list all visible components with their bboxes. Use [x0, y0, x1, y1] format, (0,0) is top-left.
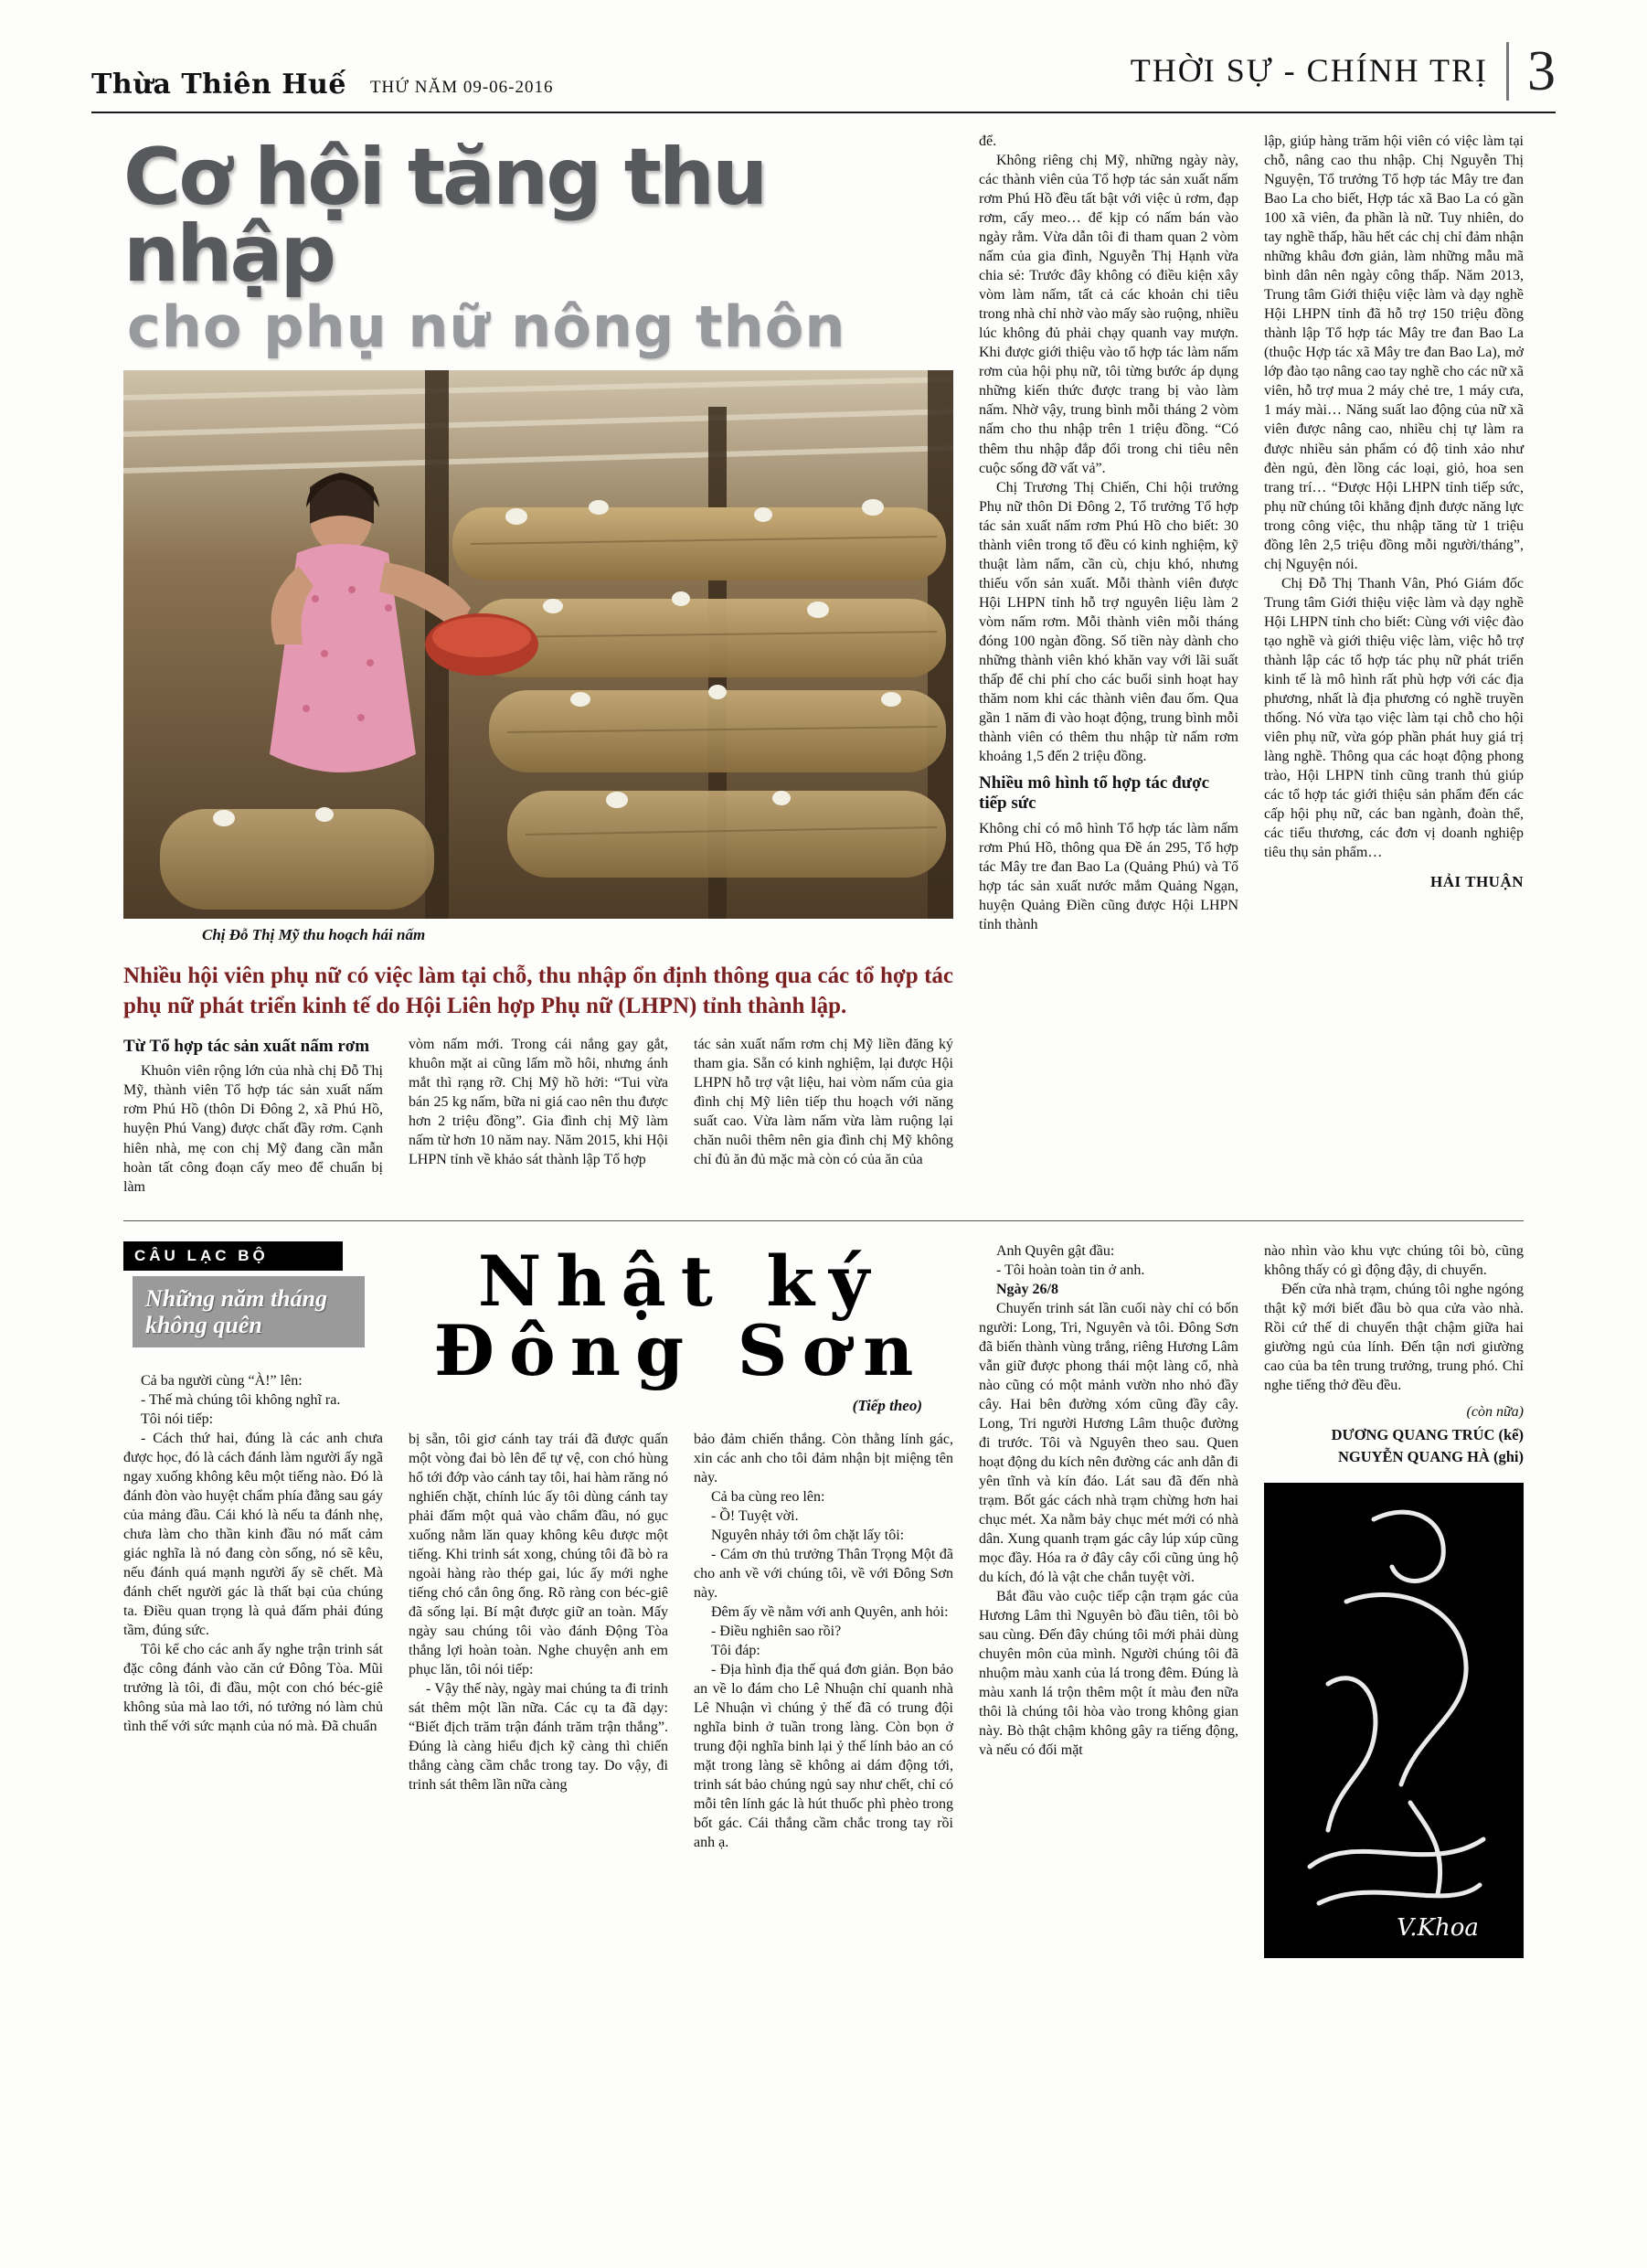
page-number-divider: [1506, 42, 1509, 101]
author-byline: HẢI THUẬN: [1430, 873, 1524, 891]
issue-date: THỨ NĂM 09-06-2016: [369, 78, 554, 97]
main-col-2-text: [409, 1035, 668, 1169]
paragraph: - Thế mà chúng tôi không nghĩ ra.: [141, 1391, 341, 1408]
page-header: [0, 0, 1647, 108]
article-photo-image: [123, 370, 953, 919]
to-be-continued: (còn nữa): [1466, 1403, 1524, 1420]
paragraph: Khuôn viên rộng lớn của nhà chị Đỗ Thị Mỹ, thành viên Tổ hợp tác sản xuất nấm rơm Phú Hồ (thôn Di Đông 2, xã Phú Hồ, huyện Phú Vang) được chất đầy rơm. Cạnh hiên nhà, mẹ con chị Mỹ đang cần mẫn hoàn tất công đoạn cấy meo để chuẩn bị làm: [123, 1063, 383, 1195]
article-photo: [123, 370, 953, 944]
paragraph: tác sản xuất nấm rơm chị Mỹ liền đăng ký tham gia. Sẵn có kinh nghiệm, lại được Hội LHPN hỗ trợ vật liệu, hai vòm nấm của gia đình chị Mỹ liên tiếp thu hoạch với năng suất cao. Vừa làm nấm vừa làm ruộng lại chăn nuôi thêm nên gia đình chị Mỹ không chỉ đủ ăn đủ mặc mà còn có của ăn của: [694, 1036, 953, 1167]
continued-note: (Tiếp theo): [852, 1396, 922, 1414]
paragraph: Chị Trương Thị Chiến, Chi hội trưởng Phụ nữ thôn Di Đông 2, Tổ trưởng Tổ hợp tác sản xuất nấm rơm Phú Hồ cho biết: 30 thành viên trong tổ đều có kinh nghiệm, kỹ thuật làm nấm, cần cù, chịu khó, nhưng thiếu vốn sản xuất. Mỗi thành viên được Hội LHPN tỉnh hỗ trợ nguyên liệu làm 2 vòm nấm rơm. Mỗi thành viên mỗi tháng đóng 100 ngàn đồng. Số tiền này dành cho những thành viên khó khăn vay với lãi suất thấp để chi phí cho các buổi sinh hoạt hay thăm nom khi các thành viên đau ốm. Qua gần 1 năm đi vào hoạt động, trung bình mỗi thành viên có thêm thu nhập từ nấm rơm khoảng 1,5 đến 2 triệu đồng.: [979, 479, 1238, 764]
paragraph: bảo đảm chiến thắng. Còn thằng lính gác, xin các anh cho tôi đảm nhận bịt miệng tên này.: [694, 1431, 953, 1485]
club-middle-columns: [409, 1430, 953, 1853]
paragraph: Nguyên nhảy tới ôm chặt lấy tôi:: [711, 1527, 905, 1543]
club-col-2-text: [409, 1430, 668, 1795]
paragraph: - Vậy thế này, ngày mai chúng ta đi trinh sát thêm một lần nữa. Các cụ ta đã dạy: “Biết địch trăm trận đánh trăm trận thắng”. Đúng là càng hiểu địch kỹ càng thì chiến thắng càng cầm chắc trong tay. Do vậy, đi trinh sát thêm lần nữa càng: [409, 1681, 668, 1794]
paragraph: Cả ba người cùng “À!” lên:: [141, 1372, 303, 1389]
paragraph: nào nhìn vào khu vực chúng tôi bò, cũng không thấy có gì động đậy, di chuyển.: [1264, 1242, 1524, 1278]
paragraph: Đến cửa nhà trạm, chúng tôi nghe ngóng thật kỹ mới biết đầu bò qua cửa vào nhà. Rồi cứ thế di chuyển thật chậm giữa hai giường ngủ của lính. Đến tận nơi giường cao của ba tên trung trưởng, trung phó. Chỉ nghe tiếng thở đều đều.: [1264, 1281, 1524, 1393]
club-headline-line2: Đông Sơn: [433, 1309, 929, 1391]
club-col-3-text: [694, 1430, 953, 1853]
paragraph: Chuyến trinh sát lần cuối này chỉ có bốn người: Long, Tri, Nguyên và tôi. Đông Sơn đã biến thành vùng trắng, riêng Hương Lâm vẫn giữ được phong thái một làng cổ, nhà nào cũng có một mảnh vườn nho nhỏ đầy cây. Hai bên đường xóm cũng đầy cây. Long, Tri người Hương Lâm thuộc đường đi trước. Tôi và Nguyên theo sau. Quen hoạt động du kích nên đường các anh dẫn đi yên tĩnh và kín đáo. Lát sau đã đến nhà trạm. Bốt gác cách nhà trạm chừng hơn hai chục mét. Xa nằm bảy chục mét mới có nhà dân. Xung quanh trạm gác cây lúp xúp cũng mọc đầy. Hóa ra ở đây cây cối cũng ủng hộ du kích, đó là vật che chắn tuyệt vời.: [979, 1300, 1238, 1586]
paragraph: Anh Quyên gật đầu:: [996, 1242, 1115, 1259]
main-col-4-text-b: [979, 819, 1238, 934]
main-col-2: [409, 1035, 668, 1197]
main-article-columns: [123, 1035, 953, 1197]
main-col-1-text: [123, 1061, 383, 1196]
main-col-5-text: [1264, 132, 1524, 862]
photo-caption: Chị Đỗ Thị Mỹ thu hoạch hái nấm: [202, 925, 426, 943]
club-headline: [409, 1240, 953, 1391]
header-right: [1131, 42, 1556, 101]
club-col-5: [1264, 1241, 1524, 1958]
article-lead: Nhiều hội viên phụ nữ có việc làm tại chỗ, thu nhập ổn định thông qua các tổ hợp tác phụ nữ phát triển kinh tế do Hội Liên hợp Phụ nữ (LHPN) tỉnh thành lập.: [123, 963, 953, 1019]
club-middle-zone: [409, 1241, 953, 1958]
main-article: [0, 113, 1647, 1197]
main-col-3: [694, 1035, 953, 1197]
page-number: 3: [1527, 40, 1556, 102]
paragraph: Chị Đỗ Thị Thanh Vân, Phó Giám đốc Trung tâm Giới thiệu việc làm và dạy nghề Hội LHPN tỉnh cho biết: Cùng với việc đào tạo nghề và giới thiệu việc làm, việc hỗ trợ thành lập các tổ hợp tác phụ nữ phát triển kinh tế là mô hình rất phù hợp với các địa phương, nhất là địa phương có nghề truyền thống. Nó vừa tạo việc làm tại chỗ cho hội viên phụ nữ, vừa góp phần phát huy giá trị làng nghề. Thông qua các hoạt động phong trào, Hội LHPN tỉnh cũng tranh thủ giúp các tổ hợp tác giới thiệu sản phẩm đến các cấp hội phụ nữ, các ban ngành, đoàn thể, các tiểu thương, các đơn vị doanh nghiệp tiêu thụ sản phẩm…: [1264, 575, 1524, 861]
paragraph: Đêm ấy về nằm với anh Quyên, anh hỏi:: [711, 1603, 949, 1620]
main-subheadline: cho phụ nữ nông thôn: [127, 293, 846, 360]
paragraph: Tôi kể cho các anh ấy nghe trận trinh sát đặc công đánh vào căn cứ Đông Tòa. Mũi trưởng là tôi, đi đầu, một con chó béc-giê không sủa mà lao tới, nó tưởng nó làm chủ tình thế với sức mạnh của nó mà. Đã chuẩn: [123, 1642, 383, 1735]
paragraph: vòm nấm mới. Trong cái nắng gay gắt, khuôn mặt ai cũng lấm mồ hôi, nhưng ánh mắt thì rạng rỡ. Chị Mỹ hồ hởi: “Tui vừa bán 25 kg nấm, bữa ni giá cao nên thu được hơn 2 triệu đồng”. Gia đình chị Mỹ làm nấm từ hơn 10 năm nay. Năm 2015, khi Hội LHPN tỉnh về khảo sát thành lập Tổ hợp: [409, 1036, 668, 1167]
paragraph: Tôi nói tiếp:: [141, 1411, 214, 1427]
club-headline-line1: Nhật ký: [477, 1240, 885, 1322]
section-divider: [123, 1220, 1524, 1221]
paragraph: - Ồ! Tuyệt vời.: [711, 1507, 799, 1524]
diary-date-line: Ngày 26/8: [996, 1281, 1058, 1297]
main-col-4: [979, 132, 1238, 1197]
paragraph: bị sẵn, tôi giơ cánh tay trái đã được quấn một vòng đai bò lên để tự vệ, con chó hùng hổ tới đớp vào cánh tay tôi, hai hàm răng nó nghiến chặt, chính lúc ấy tôi dùng cánh tay phải đấm một quả vào chẩm đầu, nó gục xuống nằm lăn quay không kêu được một tiếng. Khi trinh sát xong, chúng tôi đã bò ra ngoài hàng rào thép gai, lúc ấy mới nghe tiếng chó cắn ông ổng. Rõ ràng con béc-giê đã sống lại. Bí mật được giữ an toàn. Mấy ngày sau chúng tôi vào đánh Động Tòa thắng lợi hoàn toàn. Nghe chuyện anh em phục lăn, tôi nói tiếp:: [409, 1431, 668, 1677]
club-col-1-text: [123, 1371, 383, 1737]
main-col-5: [1264, 132, 1524, 1197]
subhead-1: Từ Tổ hợp tác sản xuất nấm rơm: [123, 1036, 370, 1056]
main-col-4-text-a: [979, 132, 1238, 766]
paragraph: Bắt đầu vào cuộc tiếp cận trạm gác của Hương Lâm thì Nguyên bò đầu tiên, tôi bò sau cùng. Đến đây chúng tôi mới phải dùng chuyên môn của mình. Người chúng tôi đã nhuộm màu xanh của lá trong đêm. Đúng là màu xanh lá trộn thêm một ít màu đen nữa thôi là chúng tôi hòa vào trong không gian này. Bò thật chậm không gây ra tiếng động, và nếu có đối mặt: [979, 1589, 1238, 1759]
credits: [1264, 1424, 1524, 1468]
paragraph: Không chỉ có mô hình Tổ hợp tác làm nấm rơm Phú Hồ, thông qua Đề án 295, Tổ hợp tác Mây tre đan Bao La (Quảng Phú) và Tổ hợp tác sản xuất nước mắm Quảng Ngạn, huyện Quảng Điền cũng được Hội LHPN tỉnh thành: [979, 820, 1238, 932]
paragraph: Cả ba cùng reo lên:: [711, 1488, 825, 1505]
subhead-2: Nhiều mô hình tổ hợp tác được tiếp sức: [979, 773, 1210, 813]
club-kicker: CÂU LẠC BỘ: [123, 1241, 343, 1271]
masthead: Thừa Thiên Huế: [91, 69, 346, 101]
club-col-5-text: [1264, 1241, 1524, 1395]
paragraph: - Cám ơn thủ trưởng Thân Trọng Một đã cho anh về với chúng tôi, về với Đông Sơn này.: [694, 1546, 953, 1601]
paragraph: lập, giúp hàng trăm hội viên có việc làm tại chỗ, nâng cao thu nhập. Chị Nguyễn Thị Nguyện, Tổ trưởng Tổ hợp tác Mây tre đan Bao La cho biết, Hợp tác xã Bao La có gần 100 xã viên, đa phần là nữ. Tuy nhiên, do tay nghề thấp, hầu hết các chị chỉ đảm nhận những khâu đơn giản, làm những mẫu mã bình dân nên ngày công thấp. Năm 2013, Trung tâm Giới thiệu việc làm và dạy nghề Hội LHPN tỉnh đã hỗ trợ 150 triệu đồng thành lập Tổ hợp tác Mây tre đan Bao La (thuộc Hợp tác xã Mây tre đan Bao La), mở lớp đào tạo nâng cao tay nghề cho các nữ xã viên, hỗ trợ mua 2 máy chẻ tre, 1 máy cưa, 1 máy mài… Năng suất lao động của nữ xã viên được nâng cao, nhiều chị tự làm ra được nhiều sản phẩm có độ tinh xảo như đèn ngủ, đèn lồng các loại, giỏ, hoa sen trang trí… “Được Hội LHPN tỉnh tiếp sức, phụ nữ chúng tôi khẳng định được năng lực trong công việc, thu nhập tăng từ 1 triệu đồng lên 2,5 triệu đồng mỗi người/tháng”, chị Nguyện nói.: [1264, 133, 1524, 572]
paragraph: - Điều nghiên sao rồi?: [711, 1623, 842, 1639]
club-col-1: [123, 1241, 383, 1958]
paragraph: Không riêng chị Mỹ, những ngày này, các thành viên của Tổ hợp tác sản xuất nấm rơm Phú Hồ đều tất bật với việc ủ rơm, đạp rơm, cấy meo… để kịp có nấm bán vào ngày rằm. Vừa dẫn tôi đi tham quan 2 vòm nấm của gia đình, Nguyễn Thị Hạnh vừa chia sẻ: Trước đây không có điều kiện xây vòm làm nấm, tất cả các khoản chi tiêu trong nhà chỉ nhờ vào mấy sào ruộng, nhiều lúc không đủ phải chạy quanh vay mượn. Khi được giới thiệu vào tổ hợp tác làm nấm rơm của hội phụ nữ, tôi từng bước áp dụng những kiến thức được trang bị vào làm nấm. Nhờ vậy, trung bình mỗi tháng 2 vòm nấm cho thu nhập trên 1 triệu đồng. “Có thêm thu nhập đắp đổi trong chi tiêu nên cuộc sống đỡ vất vả”.: [979, 153, 1238, 476]
paragraph: - Cách thứ hai, đúng là các anh chưa được học, đó là cách đánh làm người ấy ngã ngay xuống không kêu một tiếng nào. Đó là đánh đòn vào huyệt chẩm phía đằng sau gáy của mảng đầu. Cái khó là nếu ta đánh nhẹ, chưa làm cho thần kinh đầu nó mất cảm giác nghĩa là nó đang còn sống, nó sẽ kêu, nếu đánh quá mạnh người ấy sẽ chết. Mà đánh chết người gác là thất bại của chúng ta. Điều quan trọng là quả đấm phải đúng tầm, đúng sức.: [123, 1430, 383, 1639]
credit-teller: DƯƠNG QUANG TRÚC (kể): [1331, 1425, 1524, 1443]
main-headline: Cơ hội tăng thu nhập: [123, 132, 766, 301]
artwork-signature: V.Khoa: [1397, 1913, 1479, 1942]
club-col-4: [979, 1241, 1238, 1958]
paragraph: - Tôi hoàn toàn tin ở anh.: [996, 1262, 1145, 1278]
club-article: [0, 1241, 1647, 1958]
club-col-4-text-pre: [979, 1241, 1238, 1280]
club-col-2: [409, 1430, 668, 1853]
main-col-3-text: [694, 1035, 953, 1169]
paragraph: Tôi đáp:: [711, 1642, 760, 1658]
paragraph: - Địa hình địa thế quá đơn giản. Bọn bảo an về lo đám cho Lê Nhuận chỉ quanh nhà Lê Nhuận vì chúng ỷ thế đã có trung đội nghĩa binh ở tuần trong làng. Còn bọn ở trung đội nghĩa binh lại ỷ thế lính bảo an có mặt trong làng sẽ không ai dám động tới, trinh sát bảo chúng ngủ say như chết, chỉ có mỗi tên lính gác là hút thuốc phì phèo trong bốt gác. Cái thắng cầm chắc trong tay rồi anh ạ.: [694, 1661, 953, 1851]
club-col-4-text-post: [979, 1299, 1238, 1761]
club-col-3: [694, 1430, 953, 1853]
main-col-1: [123, 1035, 383, 1197]
series-title: Những năm tháng không quên: [133, 1276, 365, 1347]
credit-writer: NGUYỄN QUANG HÀ (ghi): [1337, 1447, 1524, 1465]
main-article-left-zone: [123, 132, 953, 1197]
illustration-artwork: [1264, 1483, 1524, 1958]
paragraph: để.: [979, 133, 997, 149]
section-title: THỜI SỰ - CHÍNH TRỊ: [1130, 52, 1488, 89]
